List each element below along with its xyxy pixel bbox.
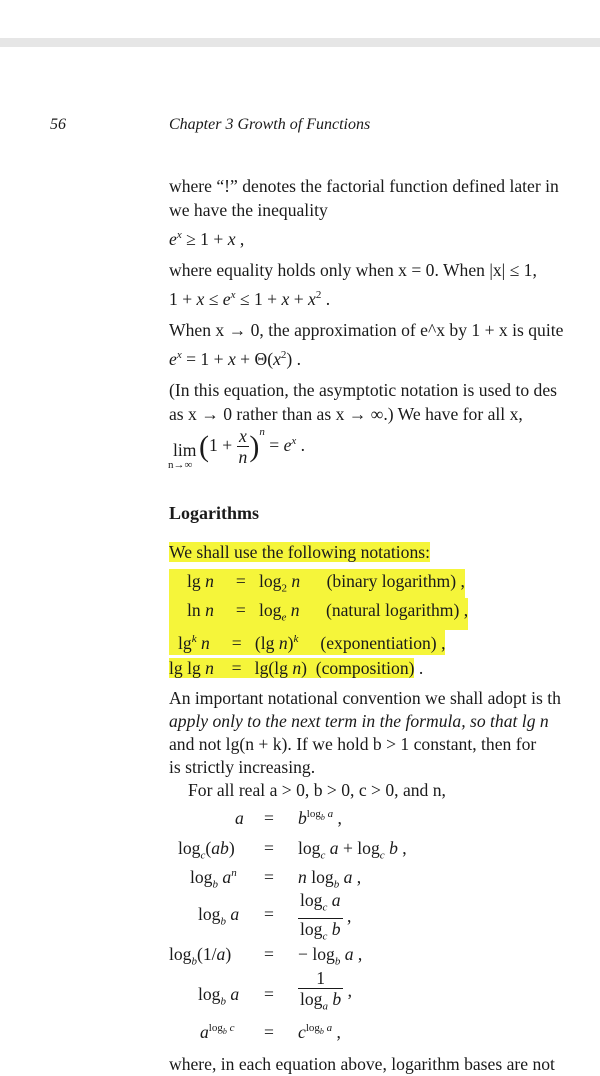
identity-3-visual-lhs: $\log_b a^n$ <box>190 867 237 891</box>
identity-6-visual-rhs: $\frac{1}{\log_a b}$ , <box>300 968 352 1013</box>
identity-1-visual-lhs: a <box>235 808 244 828</box>
identity-7-visual-rhs: $c^{log_b a}$ , <box>298 1022 341 1042</box>
identity-2-equals: = <box>264 838 274 858</box>
identity-4-visual-rhs: $\frac{\log_c a}{\log_c b}$ , <box>300 890 352 943</box>
identity-3-visual-rhs: n $\log_b a$ , <box>298 867 362 891</box>
notation-2-desc: (natural logarithm) <box>325 600 460 620</box>
notation-1-punct: , <box>460 571 465 591</box>
para4-line1: (In this equation, the asymptotic notation is used to des <box>169 380 557 400</box>
para6-line1: where, in each equation above, logarithm bases are not <box>169 1054 555 1074</box>
notation-row-3: $\lg^k n$ = (lg n)$^k$ (exponentiation) , <box>169 627 445 655</box>
viewer-top-bar <box>0 0 600 38</box>
identity-7-visual-lhs: $a^{log_b c}$ <box>200 1022 235 1042</box>
running-head: Chapter 3 Growth of Functions <box>169 116 371 133</box>
notations-intro <box>169 540 430 564</box>
notation-row-1: lg n = $\log_2 n$ (binary logarithm) , <box>169 569 465 601</box>
notation-3-desc: (exponentiation) <box>320 632 437 653</box>
equation-1: $e^x \ge 1 + x$ , <box>169 229 245 249</box>
page-number: 56 <box>50 116 66 133</box>
viewer-top-strip <box>0 38 600 47</box>
notation-3-punct: , <box>441 632 446 653</box>
identity-5-visual-lhs: $\log_b(1/a)$ <box>169 944 232 968</box>
identity-6-equals: = <box>264 984 274 1004</box>
identity-6-visual-lhs: $\log_b a$ <box>198 984 240 1008</box>
notation-row-4: lg lg n = lg(lg n) (composition) . <box>169 658 424 678</box>
identity-1-visual-rhs: $b^{log_b a}$ , <box>298 808 342 828</box>
limit-word: lim <box>173 440 197 460</box>
identity-2-visual-rhs: $\log_c a + \log_c b$ , <box>298 838 407 862</box>
identity-4-equals: = <box>264 904 274 924</box>
identity-7-equals: = <box>264 1022 274 1042</box>
limit-subscript: n→∞ <box>168 459 193 471</box>
section-heading: Logarithms <box>169 503 259 523</box>
para2-line1: where equality holds only when x = 0. When |x| ≤ 1, <box>169 260 537 280</box>
identity-2-visual-lhs: $\log_c(ab)$ <box>178 838 235 862</box>
identity-5-equals: = <box>264 944 274 964</box>
notation-1-desc: (binary logarithm) <box>326 571 457 591</box>
para1-line2: we have the inequality <box>169 200 328 220</box>
notations-intro-text: We shall use the following notations: <box>169 542 430 562</box>
identity-5-visual-rhs: − $\log_b a$ , <box>298 944 363 968</box>
para5-line1: An important notational convention we shall adopt is th <box>169 688 561 708</box>
identity-3-equals: = <box>264 867 274 887</box>
notation-4-desc: (composition) <box>315 658 415 678</box>
para3-line1: When x → 0, the approximation of e^x by 1 + x is quite <box>169 320 564 340</box>
para5-line3: and not lg(n + k). If we hold b > 1 constant, then for <box>169 734 537 754</box>
para4-line2: as x → 0 rather than as x → ∞.) We have for all x, <box>169 404 523 424</box>
identity-4-visual-lhs: $\log_b a$ <box>198 904 240 928</box>
identity-1-equals: = <box>264 808 274 828</box>
notation-4-punct: . <box>418 658 424 678</box>
equation-3: $e^x = 1 + x + \Theta(x^2)$ . <box>169 349 302 369</box>
notation-2-punct: , <box>463 600 469 620</box>
limit-expression: (1 + $\frac{x}{n}$ )$^n = e^x$ . <box>199 426 306 468</box>
para5-line5: For all real a > 0, b > 0, c > 0, and n, <box>188 780 446 800</box>
notation-row-2: ln n = $\log_e n$ (natural logarithm) , <box>169 598 468 630</box>
equation-2: $1 + x \le e^x \le 1 + x + x^2$ . <box>169 289 331 309</box>
para5-line2: apply only to the next term in the formula, so that lg n <box>169 711 549 731</box>
para5-line4: is strictly increasing. <box>169 757 316 777</box>
para1-line1: where “!” denotes the factorial function defined later in <box>169 176 559 196</box>
